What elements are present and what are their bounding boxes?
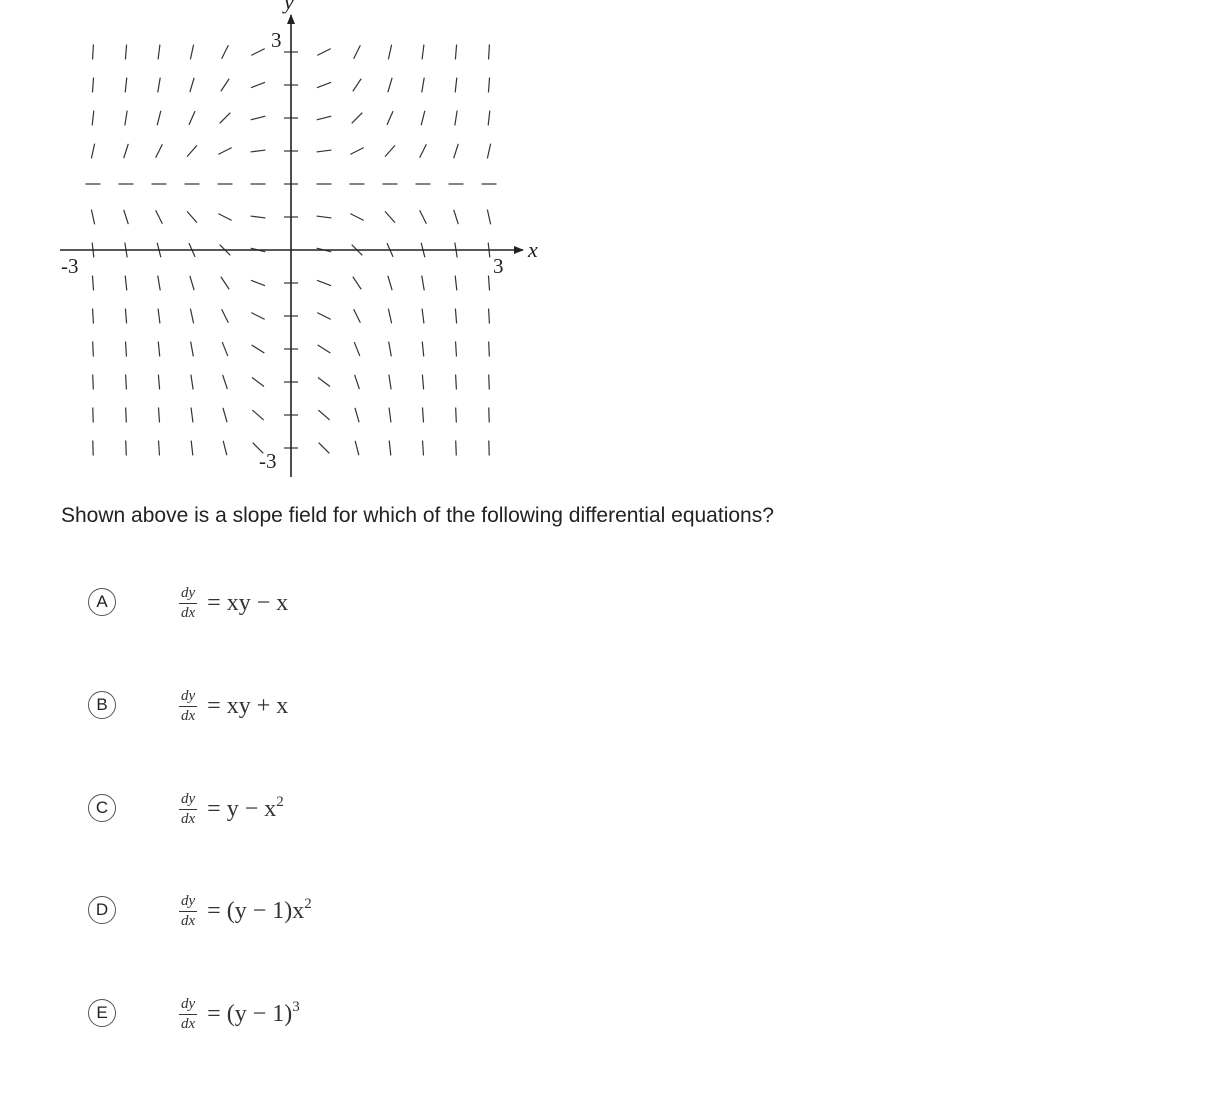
derivative-numerator: dy: [179, 894, 197, 912]
slope-segment: [354, 309, 361, 322]
derivative-numerator: dy: [179, 997, 197, 1015]
slope-segment: [220, 113, 231, 124]
derivative-denominator: dx: [181, 707, 196, 724]
slope-segment: [454, 144, 459, 158]
choice-c-equation: [179, 784, 284, 834]
slope-segment: [354, 45, 361, 58]
slope-segment: [251, 280, 265, 285]
slope-segment: [223, 375, 228, 389]
slope-segment: [125, 276, 127, 291]
slope-segment: [489, 342, 490, 357]
slope-segment: [455, 45, 456, 60]
choice-d-exponent: 2: [304, 895, 312, 912]
slope-segment: [222, 309, 229, 322]
slope-segment: [251, 313, 264, 320]
slope-segment: [156, 210, 163, 223]
slope-segment: [489, 309, 490, 324]
slope-segment: [354, 342, 360, 356]
slope-segment: [422, 78, 424, 93]
choice-c-exponent: 2: [276, 793, 284, 810]
choice-c[interactable]: [86, 782, 586, 842]
slope-segment: [126, 441, 127, 456]
slope-segment: [125, 78, 127, 93]
slope-segment: [487, 144, 490, 159]
slope-segment: [189, 111, 195, 125]
slope-segment: [421, 111, 425, 126]
slope-segment: [318, 410, 329, 420]
question-text: Shown above is a slope field for which of the following differential equations?: [61, 504, 774, 527]
slope-segment: [92, 276, 93, 291]
slope-segment: [422, 276, 424, 291]
derivative-denominator: dx: [181, 912, 196, 929]
slope-segment: [455, 276, 457, 291]
slope-segment: [317, 313, 330, 320]
slope-segment: [223, 441, 227, 456]
slope-segment: [156, 144, 163, 157]
choice-c-letter: C: [88, 794, 116, 822]
slope-segment: [92, 111, 94, 126]
slope-segment: [456, 342, 457, 357]
slope-segment: [317, 82, 331, 87]
derivative-denominator: dx: [181, 604, 196, 621]
slope-segment: [125, 45, 126, 60]
slope-segment: [353, 79, 361, 91]
slope-segment: [318, 378, 330, 387]
slope-segment: [422, 408, 423, 423]
choice-d-equation: [179, 886, 312, 936]
slope-segment: [317, 216, 332, 218]
slope-segment: [454, 210, 459, 224]
choice-e-rhs: = (y − 1): [207, 1000, 293, 1027]
slope-segment: [456, 441, 457, 456]
slope-segment: [388, 276, 392, 290]
slope-segment: [124, 210, 129, 224]
slope-segment: [456, 408, 457, 423]
slope-segment: [191, 408, 193, 423]
x-tick-label-max: 3: [493, 254, 504, 278]
slope-segment: [191, 441, 193, 456]
slope-segment: [420, 144, 427, 157]
slope-segment: [422, 342, 424, 357]
slope-segment: [350, 148, 363, 155]
choice-b-rhs: = xy + x: [207, 692, 289, 719]
slope-segment: [252, 410, 263, 420]
slope-segment: [91, 144, 94, 159]
slope-segment: [93, 309, 94, 324]
slope-segment: [387, 111, 393, 125]
slope-segment: [158, 408, 159, 423]
slope-segment: [251, 150, 266, 152]
slope-segment: [487, 210, 490, 225]
slope-segment: [455, 111, 457, 126]
slope-segment: [124, 144, 129, 158]
slope-segment: [221, 277, 229, 289]
slope-segment: [252, 345, 265, 353]
choice-a-equation: [179, 578, 288, 628]
slope-segment: [187, 211, 197, 222]
slope-segment: [488, 276, 489, 291]
slope-segment: [422, 45, 424, 60]
slope-segment: [251, 116, 266, 120]
derivative-numerator: dy: [179, 689, 197, 707]
slope-segment: [92, 78, 93, 93]
slope-segment: [126, 408, 127, 423]
slope-segment: [317, 49, 330, 56]
slope-segment: [422, 309, 424, 324]
slope-segment: [251, 216, 266, 218]
derivative-numerator: dy: [179, 586, 197, 604]
slope-segment: [251, 49, 264, 56]
slope-segment: [159, 441, 160, 456]
slope-segment: [158, 375, 159, 390]
choice-d-letter: D: [88, 896, 116, 924]
slope-segment: [222, 45, 229, 58]
slope-segment: [388, 78, 392, 92]
slope-segment: [317, 116, 332, 120]
slope-segment: [190, 45, 193, 60]
choice-a-letter: A: [88, 588, 116, 616]
slope-segment: [455, 78, 457, 93]
slope-segment: [93, 375, 94, 390]
choice-b-letter: B: [88, 691, 116, 719]
slope-segment: [190, 309, 193, 324]
choice-d-rhs: = (y − 1)x: [207, 897, 305, 924]
slope-segment: [190, 78, 194, 92]
slope-segment: [191, 342, 194, 357]
slope-segment: [352, 113, 363, 124]
slope-segment: [157, 111, 161, 126]
x-tick-label-min: -3: [61, 254, 79, 278]
slope-segment: [158, 342, 160, 357]
choice-e-exponent: 3: [292, 998, 300, 1015]
slope-segment: [252, 378, 264, 387]
slope-segment: [455, 309, 456, 324]
slope-segment: [317, 280, 331, 285]
slope-segment: [350, 214, 363, 221]
slope-segment: [488, 111, 490, 126]
slope-segment: [489, 375, 490, 390]
choice-a-rhs: = xy − x: [207, 589, 289, 616]
slope-segment: [187, 145, 197, 156]
slope-segment: [456, 375, 457, 390]
slope-segment: [389, 342, 392, 357]
slope-segment: [125, 111, 127, 126]
slope-segment: [126, 375, 127, 390]
slope-segment: [221, 79, 229, 91]
slope-segment: [125, 309, 126, 324]
choice-e-letter: E: [88, 999, 116, 1027]
choice-a[interactable]: [86, 576, 586, 636]
slope-segment: [388, 309, 391, 324]
slope-segment: [191, 375, 193, 390]
slope-segment: [158, 309, 160, 324]
slope-segment: [422, 375, 423, 390]
slope-segment: [355, 441, 359, 456]
slope-segment: [385, 145, 395, 156]
slope-segment: [488, 78, 489, 93]
choice-d[interactable]: [86, 884, 586, 944]
choice-b-equation: [179, 681, 288, 731]
slope-segment: [420, 210, 427, 223]
choice-c-rhs: = y − x: [207, 795, 277, 822]
slope-segment: [91, 210, 94, 225]
slope-segment: [355, 375, 360, 389]
slope-segment: [218, 148, 231, 155]
slope-segment: [385, 211, 395, 222]
choice-e-equation: [179, 989, 300, 1039]
slope-segment: [93, 342, 94, 357]
slope-segment: [318, 345, 331, 353]
y-axis-label: y: [284, 0, 294, 14]
slope-segment: [190, 276, 194, 290]
choice-e[interactable]: [86, 987, 586, 1047]
slope-segment: [218, 214, 231, 221]
slope-segment: [353, 277, 361, 289]
slope-segment: [158, 45, 160, 60]
y-tick-label-max: 3: [271, 28, 282, 52]
slope-segment: [251, 82, 265, 87]
choice-b[interactable]: [86, 679, 586, 739]
slope-segment: [388, 45, 391, 60]
y-tick-label-min: -3: [259, 449, 277, 473]
slope-segment: [317, 150, 332, 152]
slope-segment: [158, 78, 160, 93]
slope-segment: [355, 408, 359, 422]
slope-segment: [389, 408, 391, 423]
derivative-denominator: dx: [181, 810, 196, 827]
slope-segment: [489, 45, 490, 60]
x-axis-label: x: [528, 237, 538, 262]
derivative-numerator: dy: [179, 792, 197, 810]
slope-segment: [389, 441, 391, 456]
slope-segment: [93, 45, 94, 60]
slope-segment: [319, 443, 330, 454]
slope-segment: [223, 408, 227, 422]
slope-segment: [389, 375, 391, 390]
slope-segment: [126, 342, 127, 357]
slope-segment: [222, 342, 228, 356]
derivative-denominator: dx: [181, 1015, 196, 1032]
slope-field-graph: [0, 0, 560, 490]
slope-segment: [423, 441, 424, 456]
slope-segment: [158, 276, 160, 291]
